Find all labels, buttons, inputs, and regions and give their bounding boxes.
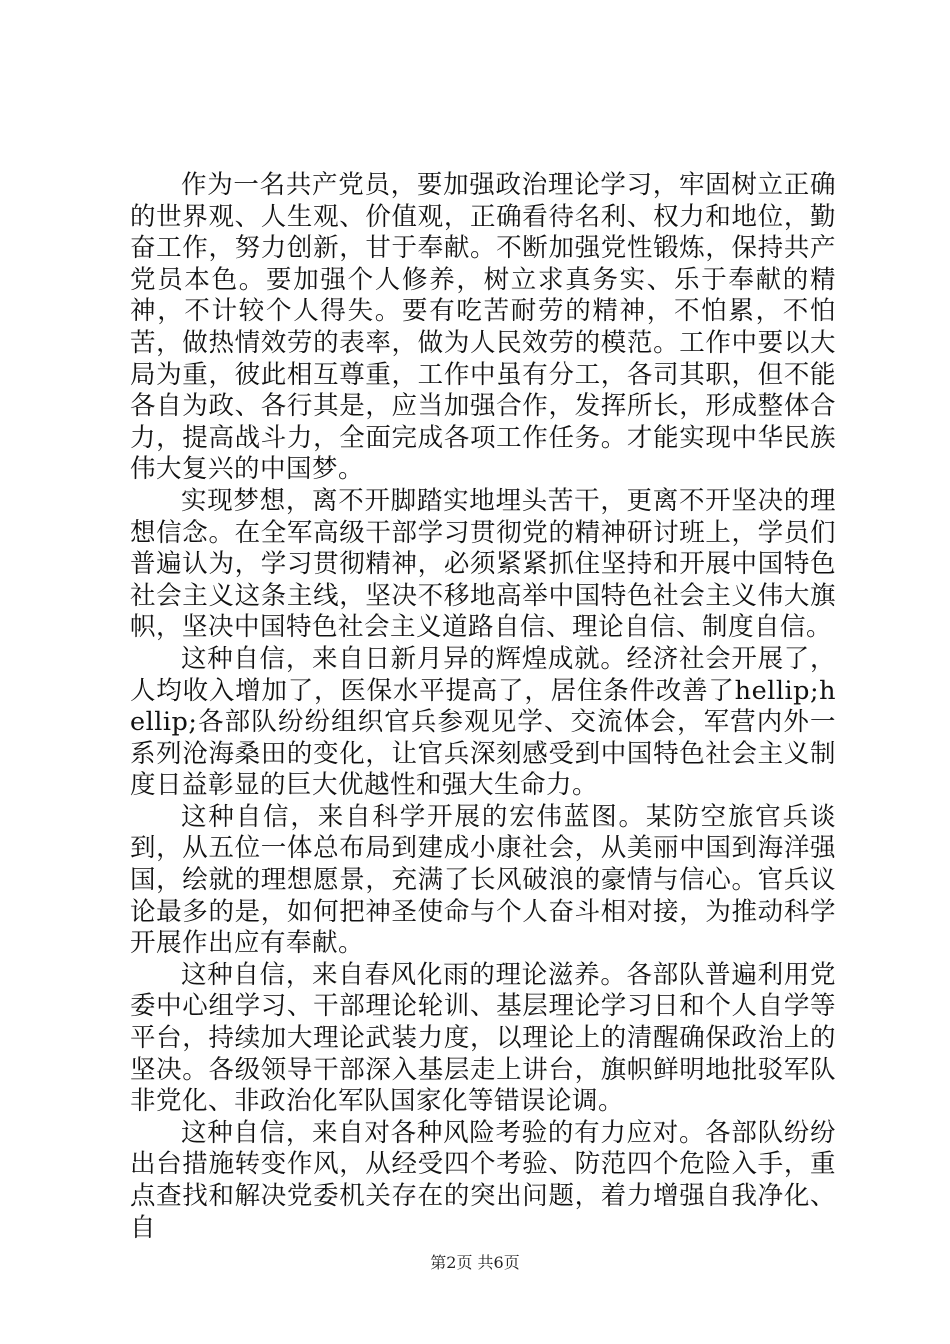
- paragraph-3: 这种自信，来自日新月异的辉煌成就。经济社会开展了，人均收入增加了，医保水平提高了，居住条件改善了hellip;hellip;各部队纷纷组织官兵参观见学、交流体会，军营内外一系列沧海桑田的变化，让官兵深刻感受到中国特色社会主义制度日益彰显的巨大优越性和强大生命力。: [130, 643, 836, 801]
- page-footer: 第2页 共6页: [430, 1253, 520, 1272]
- paragraph-5: 这种自信，来自春风化雨的理论滋养。各部队普遍利用党委中心组学习、干部理论轮训、基层理论学习日和个人自学等平台，持续加大理论武装力度，以理论上的清醒确保政治上的坚决。各级领导干部深入基层走上讲台，旗帜鲜明地批驳军队非党化、非政治化军队国家化等错误论调。: [130, 959, 836, 1117]
- paragraph-4: 这种自信，来自科学开展的宏伟蓝图。某防空旅官兵谈到，从五位一体总布局到建成小康社会，从美丽中国到海洋强国，绘就的理想愿景，充满了长风破浪的豪情与信心。官兵议论最多的是，如何把神圣使命与个人奋斗相对接，为推动科学开展作出应有奉献。: [130, 801, 836, 959]
- document-body: [130, 170, 836, 1244]
- paragraph-2: 实现梦想，离不开脚踏实地埋头苦干，更离不开坚决的理想信念。在全军高级干部学习贯彻党的精神研讨班上，学员们普遍认为，学习贯彻精神，必须紧紧抓住坚持和开展中国特色社会主义这条主线，坚决不移地高举中国特色社会主义伟大旗帜，坚决中国特色社会主义道路自信、理论自信、制度自信。: [130, 485, 836, 643]
- paragraph-1: 作为一名共产党员，要加强政治理论学习，牢固树立正确的世界观、人生观、价值观，正确看待名利、权力和地位，勤奋工作，努力创新，甘于奉献。不断加强党性锻炼，保持共产党员本色。要加强个人修养，树立求真务实、乐于奉献的精神，不计较个人得失。要有吃苦耐劳的精神，不怕累，不怕苦，做热情效劳的表率，做为人民效劳的模范。工作中要以大局为重，彼此相互尊重，工作中虽有分工，各司其职，但不能各自为政、各行其是，应当加强合作，发挥所长，形成整体合力，提高战斗力，全面完成各项工作任务。才能实现中华民族伟大复兴的中国梦。: [130, 170, 836, 485]
- paragraph-6: 这种自信，来自对各种风险考验的有力应对。各部队纷纷出台措施转变作风，从经受四个考验、防范四个危险入手，重点查找和解决党委机关存在的突出问题，着力增强自我净化、自: [130, 1117, 836, 1243]
